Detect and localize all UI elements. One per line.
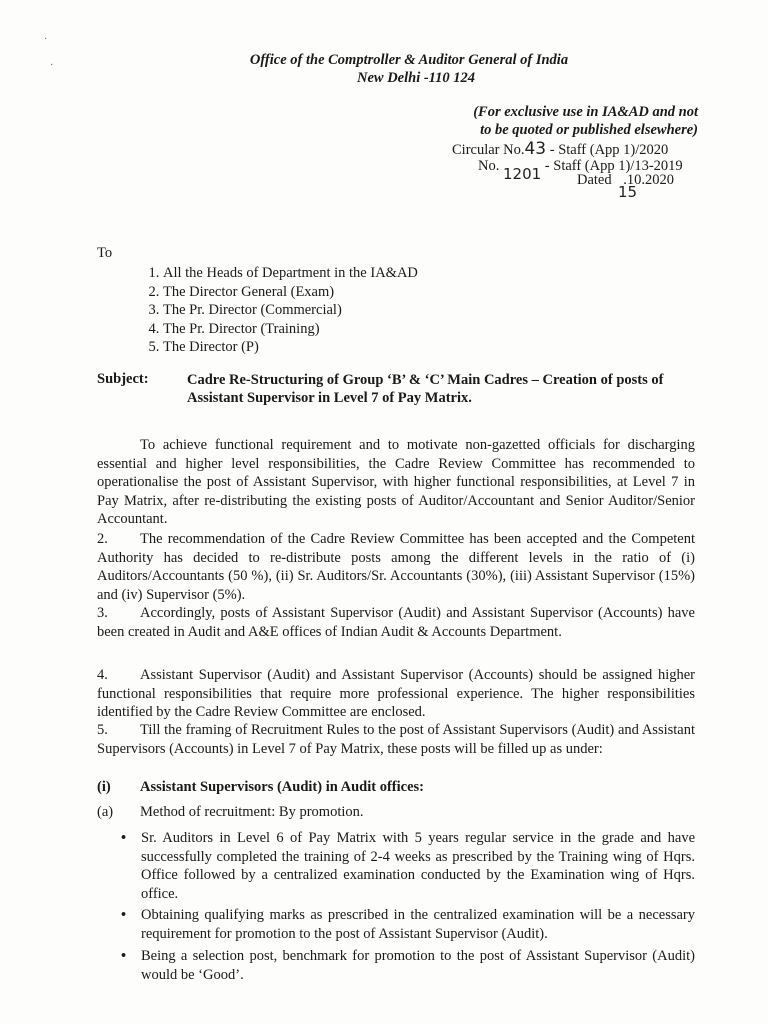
date-value: .10.2020 — [623, 172, 674, 188]
circular-label: Circular No. — [452, 142, 525, 158]
bullet-item: • Obtaining qualifying marks as prescribed in the centralized examination will be a necessary requirement for promotion to the post of Assistant Supervisor (Audit). — [141, 906, 695, 943]
sub-clause-label: (a) — [97, 804, 114, 820]
sub-clause — [97, 804, 364, 821]
subject-label: Subject: — [97, 371, 149, 387]
list-item: 4. The Pr. Director (Training) — [163, 320, 418, 339]
to-label: To — [97, 245, 113, 261]
paragraph-number: 2. — [97, 531, 108, 547]
paragraph-5 — [97, 721, 695, 758]
file-number-handwritten: 1201 — [502, 165, 542, 183]
paragraph-3 — [97, 604, 695, 641]
paragraph-4 — [97, 666, 695, 722]
paragraph-number: 3. — [97, 605, 108, 621]
scan-speck: · — [44, 34, 48, 45]
office-name: Office of the Comptroller & Auditor General of India — [249, 52, 569, 68]
restriction-note-line1: (For exclusive use in IA&AD and not — [473, 104, 698, 120]
paragraph-1: To achieve functional requirement and to motivate non-gazetted officials for discharging essential and higher level responsibilities, the Cadre Review Committee has recommended to operationalise the post of Assistant Supervisor, with higher functional responsibilities, at Level 7 in Pay Matrix, after re-distributing the existing posts of Auditor/Accountant and Senior Auditor/Senior Accountant. — [97, 437, 695, 527]
bullet-item: • Sr. Auditors in Level 6 of Pay Matrix with 5 years regular service in the grade and have successfully completed the training of 2-4 weeks as prescribed by the Training wing of Hqrs. Office followed by a centralized examination conducted by the Examination wing of Hqrs. office. — [141, 829, 695, 903]
office-city: New Delhi -110 124 — [356, 70, 475, 86]
circular-number-handwritten: 43 — [524, 139, 547, 159]
paragraph-text: Till the framing of Recruitment Rules to the post of Assistant Supervisors (Audit) and Assistant Supervisors (Accounts) in Level 7 of Pay Matrix, these posts will be filled up as under: — [97, 722, 695, 757]
file-number-suffix: - Staff (App 1)/13-2019 — [544, 158, 683, 174]
date-handwritten: 15 — [618, 183, 638, 201]
list-item: 1. All the Heads of Department in the IA&AD — [163, 264, 418, 283]
section-heading — [97, 779, 424, 796]
paragraph-2 — [97, 530, 695, 604]
addressee-list — [97, 264, 418, 357]
paragraph-text: Assistant Supervisor (Audit) and Assistant Supervisor (Accounts) should be assigned higher functional responsibilities that require more professional experience. The higher responsibilities identified by the Cadre Review Committee are enclosed. — [97, 667, 695, 720]
scan-speck: · — [50, 60, 54, 71]
paragraph-number: 4. — [97, 667, 108, 683]
date-label: Dated — [577, 172, 612, 188]
paragraph-text: The recommendation of the Cadre Review Committee has been accepted and the Competent Authority has decided to re-distribute posts among the different levels in the ratio of (i) Auditors/Accountants (50 %), (ii) Sr. Auditors/Sr. Accountants (30%), (iii) Assistant Supervisor (15%) and (iv) Supervisor (5%). — [97, 531, 695, 603]
list-item: 3. The Pr. Director (Commercial) — [163, 301, 418, 320]
sub-clause-text: Method of recruitment: By promotion. — [140, 804, 364, 820]
paragraph-number: 5. — [97, 722, 108, 738]
subject-text: Cadre Re-Structuring of Group ‘B’ & ‘C’ Main Cadres – Creation of posts of Assistant Supervisor in Level 7 of Pay Matrix. — [187, 372, 664, 406]
list-item: 2. The Director General (Exam) — [163, 283, 418, 302]
bullet-item: • Being a selection post, benchmark for promotion to the post of Assistant Supervisor (Audit) would be ‘Good’. — [141, 947, 695, 984]
section-label: (i) — [97, 779, 111, 795]
restriction-note-line2: to be quoted or published elsewhere) — [480, 122, 698, 138]
circular-suffix: - Staff (App 1)/2020 — [549, 142, 669, 158]
file-number-label: No. — [478, 158, 500, 174]
section-title: Assistant Supervisors (Audit) in Audit offices: — [140, 779, 424, 795]
list-item: 5. The Director (P) — [163, 338, 418, 357]
paragraph-text: Accordingly, posts of Assistant Supervisor (Audit) and Assistant Supervisor (Accounts) have been created in Audit and A&E offices of Indian Audit & Accounts Department. — [97, 605, 695, 640]
